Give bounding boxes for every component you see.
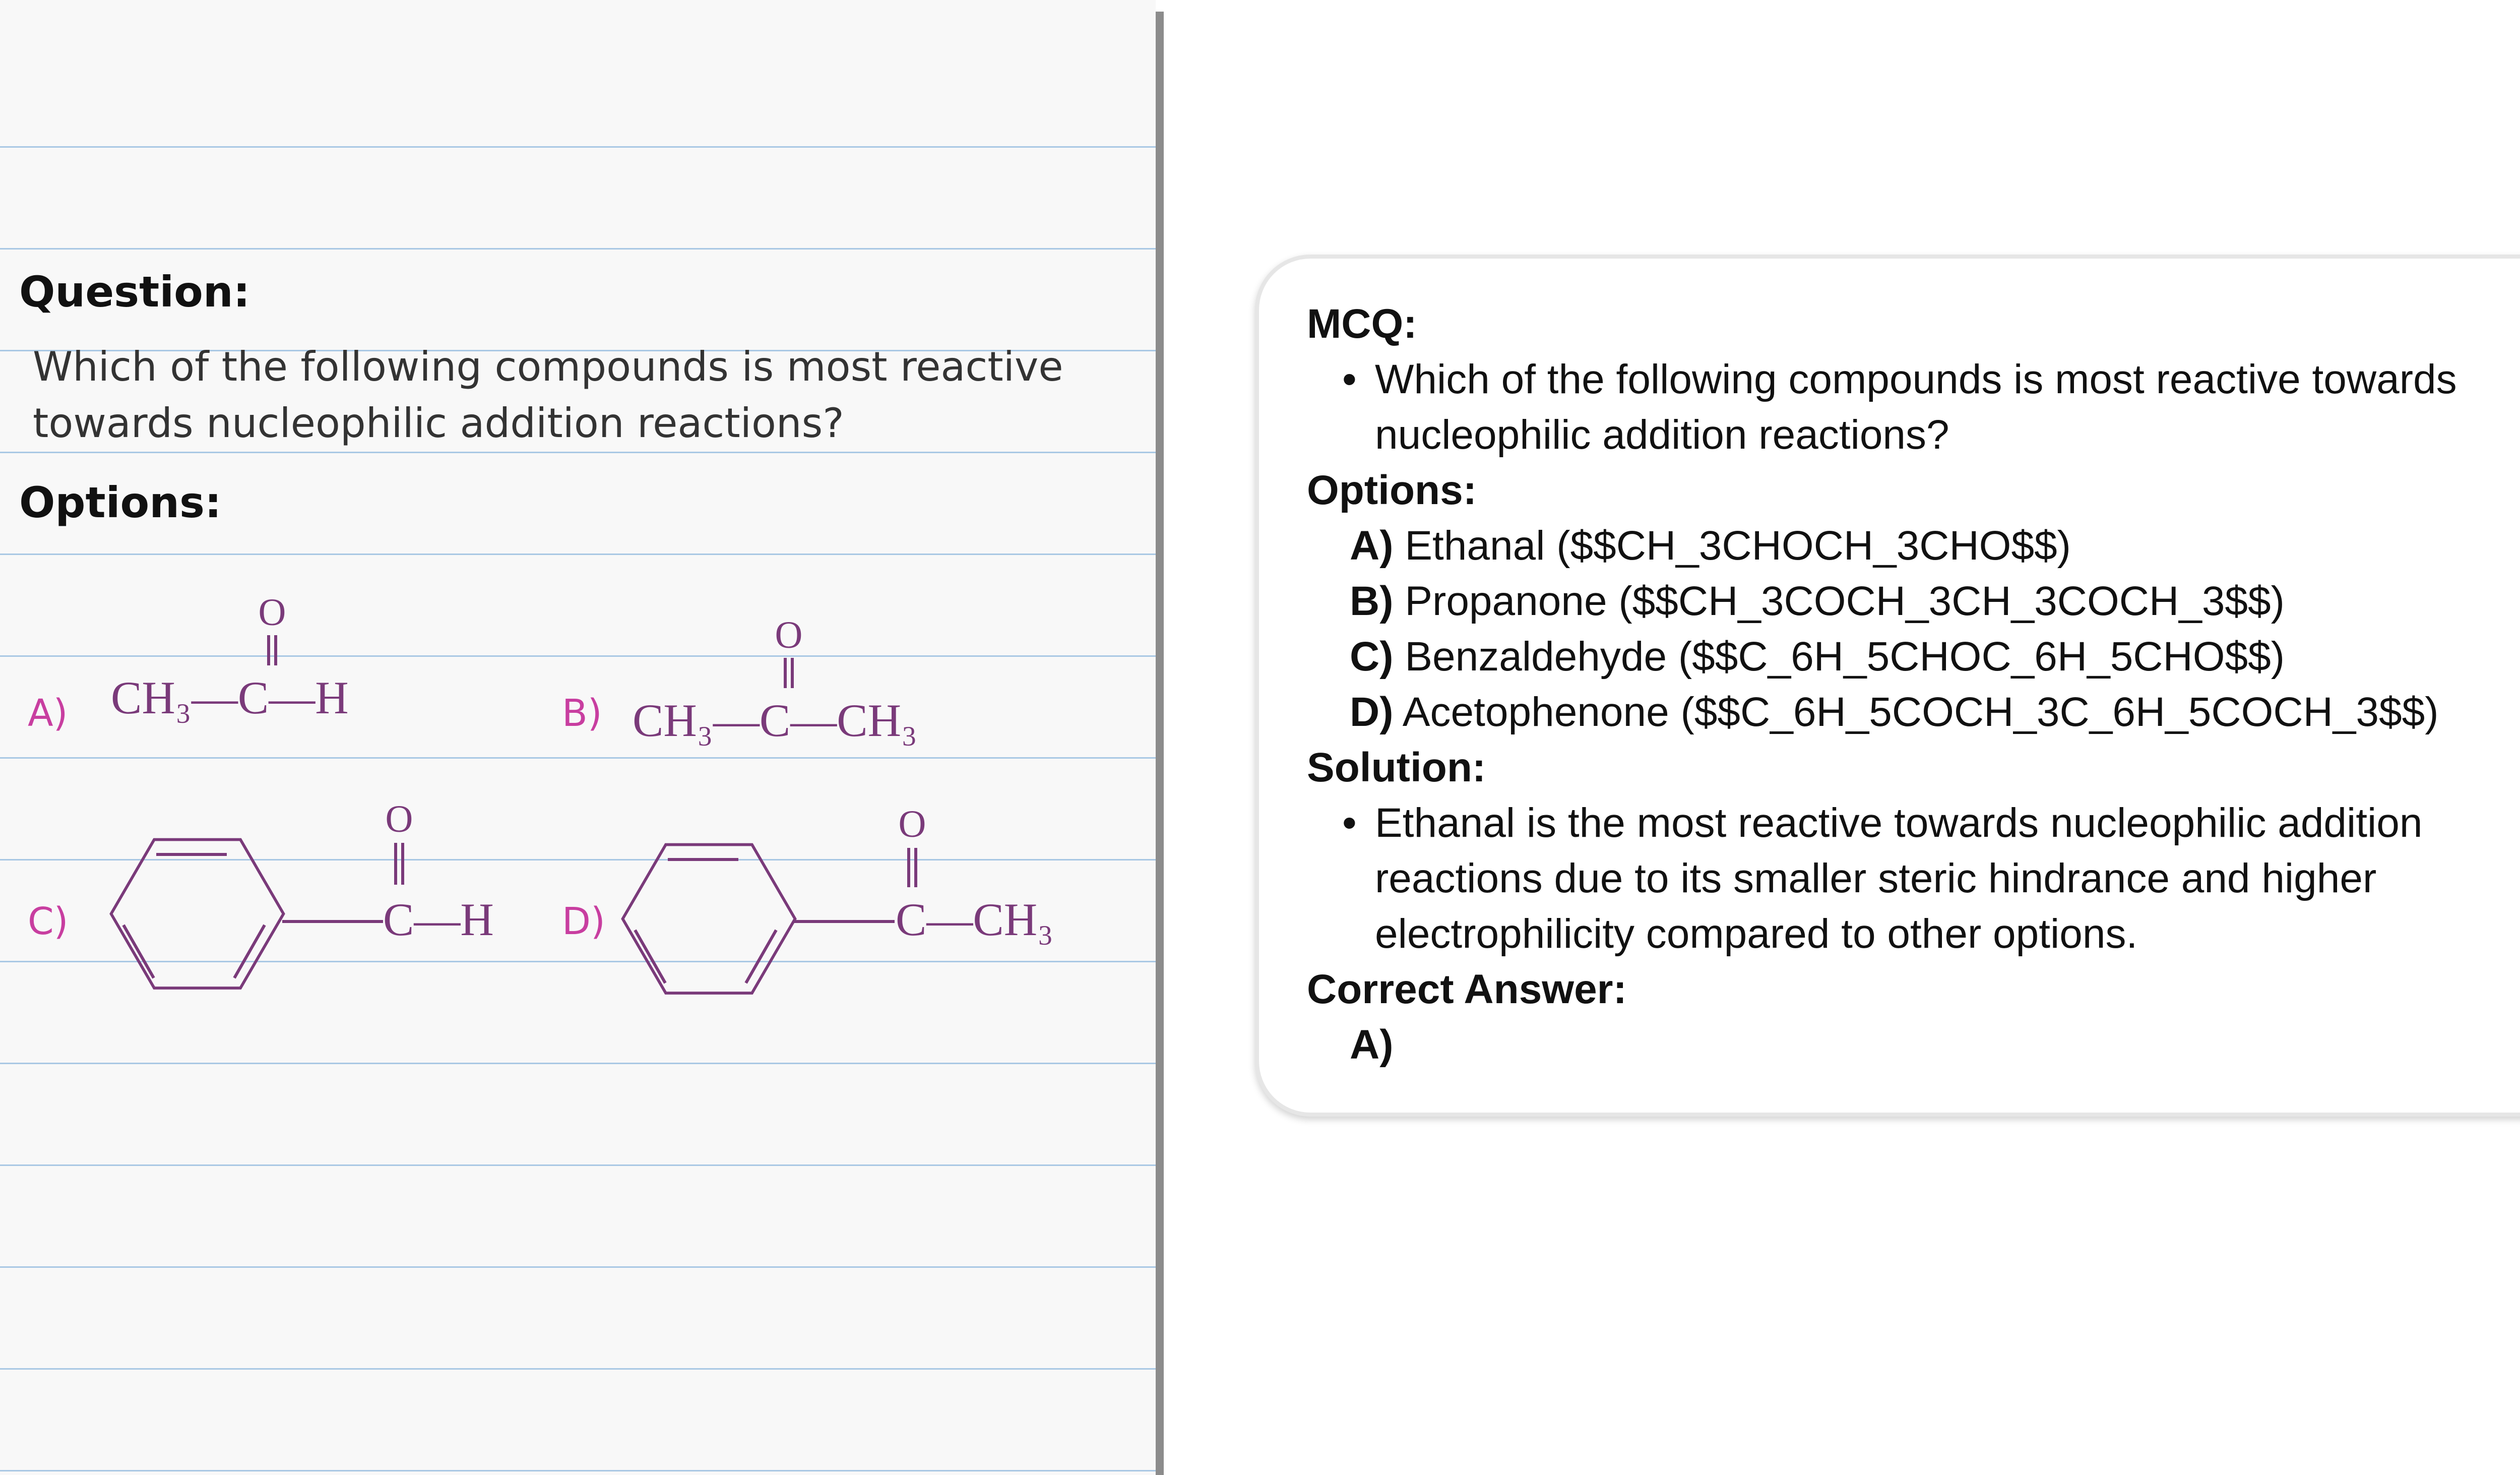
option-letter: A) xyxy=(1350,523,1394,569)
page-divider xyxy=(1156,12,1164,1475)
correct-answer: A) xyxy=(1350,1022,1394,1068)
formula-label: CH₃—C—H xyxy=(111,672,349,723)
solution xyxy=(1307,795,2520,962)
ruled-line xyxy=(0,1266,1156,1268)
carbonyl-oxygen-label: O xyxy=(898,803,926,845)
notebook-page xyxy=(0,0,1156,1475)
option-letter: C) xyxy=(1350,634,1394,680)
answer-heading: Correct Answer: xyxy=(1307,966,1627,1012)
ruled-line xyxy=(0,248,1156,250)
question-text: Which of the following compounds is most reactive towards nucleophilic addition reactions? xyxy=(33,343,1063,447)
propanone-structure xyxy=(625,612,988,779)
ruled-line xyxy=(0,1368,1156,1370)
question-heading: Question: xyxy=(19,267,250,317)
ruled-line xyxy=(0,1164,1156,1166)
mcq-card xyxy=(1255,255,2520,1117)
ruled-line xyxy=(0,1063,1156,1064)
ruled-line xyxy=(0,452,1156,453)
carbonyl-oxygen-label: O xyxy=(258,591,286,634)
benzene-ring-icon xyxy=(623,845,795,994)
option-d-letter: D) xyxy=(562,900,605,943)
solution-heading: Solution: xyxy=(1307,745,1486,790)
acetophenone-structure xyxy=(612,802,1086,1023)
bullet-icon: • xyxy=(1342,800,1357,846)
bullet-icon: • xyxy=(1342,356,1357,402)
options-heading: Options: xyxy=(1307,467,1477,513)
ruled-line xyxy=(0,554,1156,555)
formula-label: C—H xyxy=(383,894,494,945)
formula-label: C—CH₃ xyxy=(896,894,1054,945)
carbonyl-oxygen-label: O xyxy=(385,798,413,840)
option-text: Ethanal ($$CH_3CHOCH_3CHO$$) xyxy=(1405,523,2071,569)
ruled-line xyxy=(0,1470,1156,1471)
option-c xyxy=(1307,629,2520,685)
mcq-card-content xyxy=(1307,296,2520,1073)
option-text: Acetophenone ($$C_6H_5COCH_3C_6H_5COCH_3$$) xyxy=(1402,689,2439,735)
ring-double-bond xyxy=(123,925,154,978)
mcq-question xyxy=(1307,352,2520,463)
option-letter: D) xyxy=(1350,689,1394,735)
benzene-ring-icon xyxy=(111,840,284,989)
option-text: Propanone ($$CH_3COCH_3CH_3COCH_3$$) xyxy=(1405,578,2285,624)
carbonyl-oxygen-label: O xyxy=(775,614,803,656)
formula-label: CH₃—C—CH₃ xyxy=(633,695,918,746)
option-b-letter: B) xyxy=(562,692,602,735)
benzaldehyde-structure xyxy=(101,796,524,1018)
option-a-letter: A) xyxy=(28,692,68,735)
mcq-question-text: Which of the following compounds is most reactive towards nucleophilic addition reactions? xyxy=(1375,356,2457,458)
option-c-letter: C) xyxy=(28,900,69,943)
option-a xyxy=(1307,518,2520,574)
ethanal-structure xyxy=(101,590,413,756)
option-text: Benzaldehyde ($$C_6H_5CHOC_6H_5CHO$$) xyxy=(1405,634,2285,680)
options-heading: Options: xyxy=(19,478,222,527)
ring-double-bond xyxy=(635,930,665,983)
option-b xyxy=(1307,574,2520,629)
option-letter: B) xyxy=(1350,578,1394,624)
solution-text: Ethanal is the most reactive towards nucleophilic addition reactions due to its smaller steric hindrance and higher electrophilicity compared to other options. xyxy=(1375,800,2423,957)
mcq-heading: MCQ: xyxy=(1307,301,1417,347)
ruled-line xyxy=(0,146,1156,148)
option-d xyxy=(1307,685,2520,740)
